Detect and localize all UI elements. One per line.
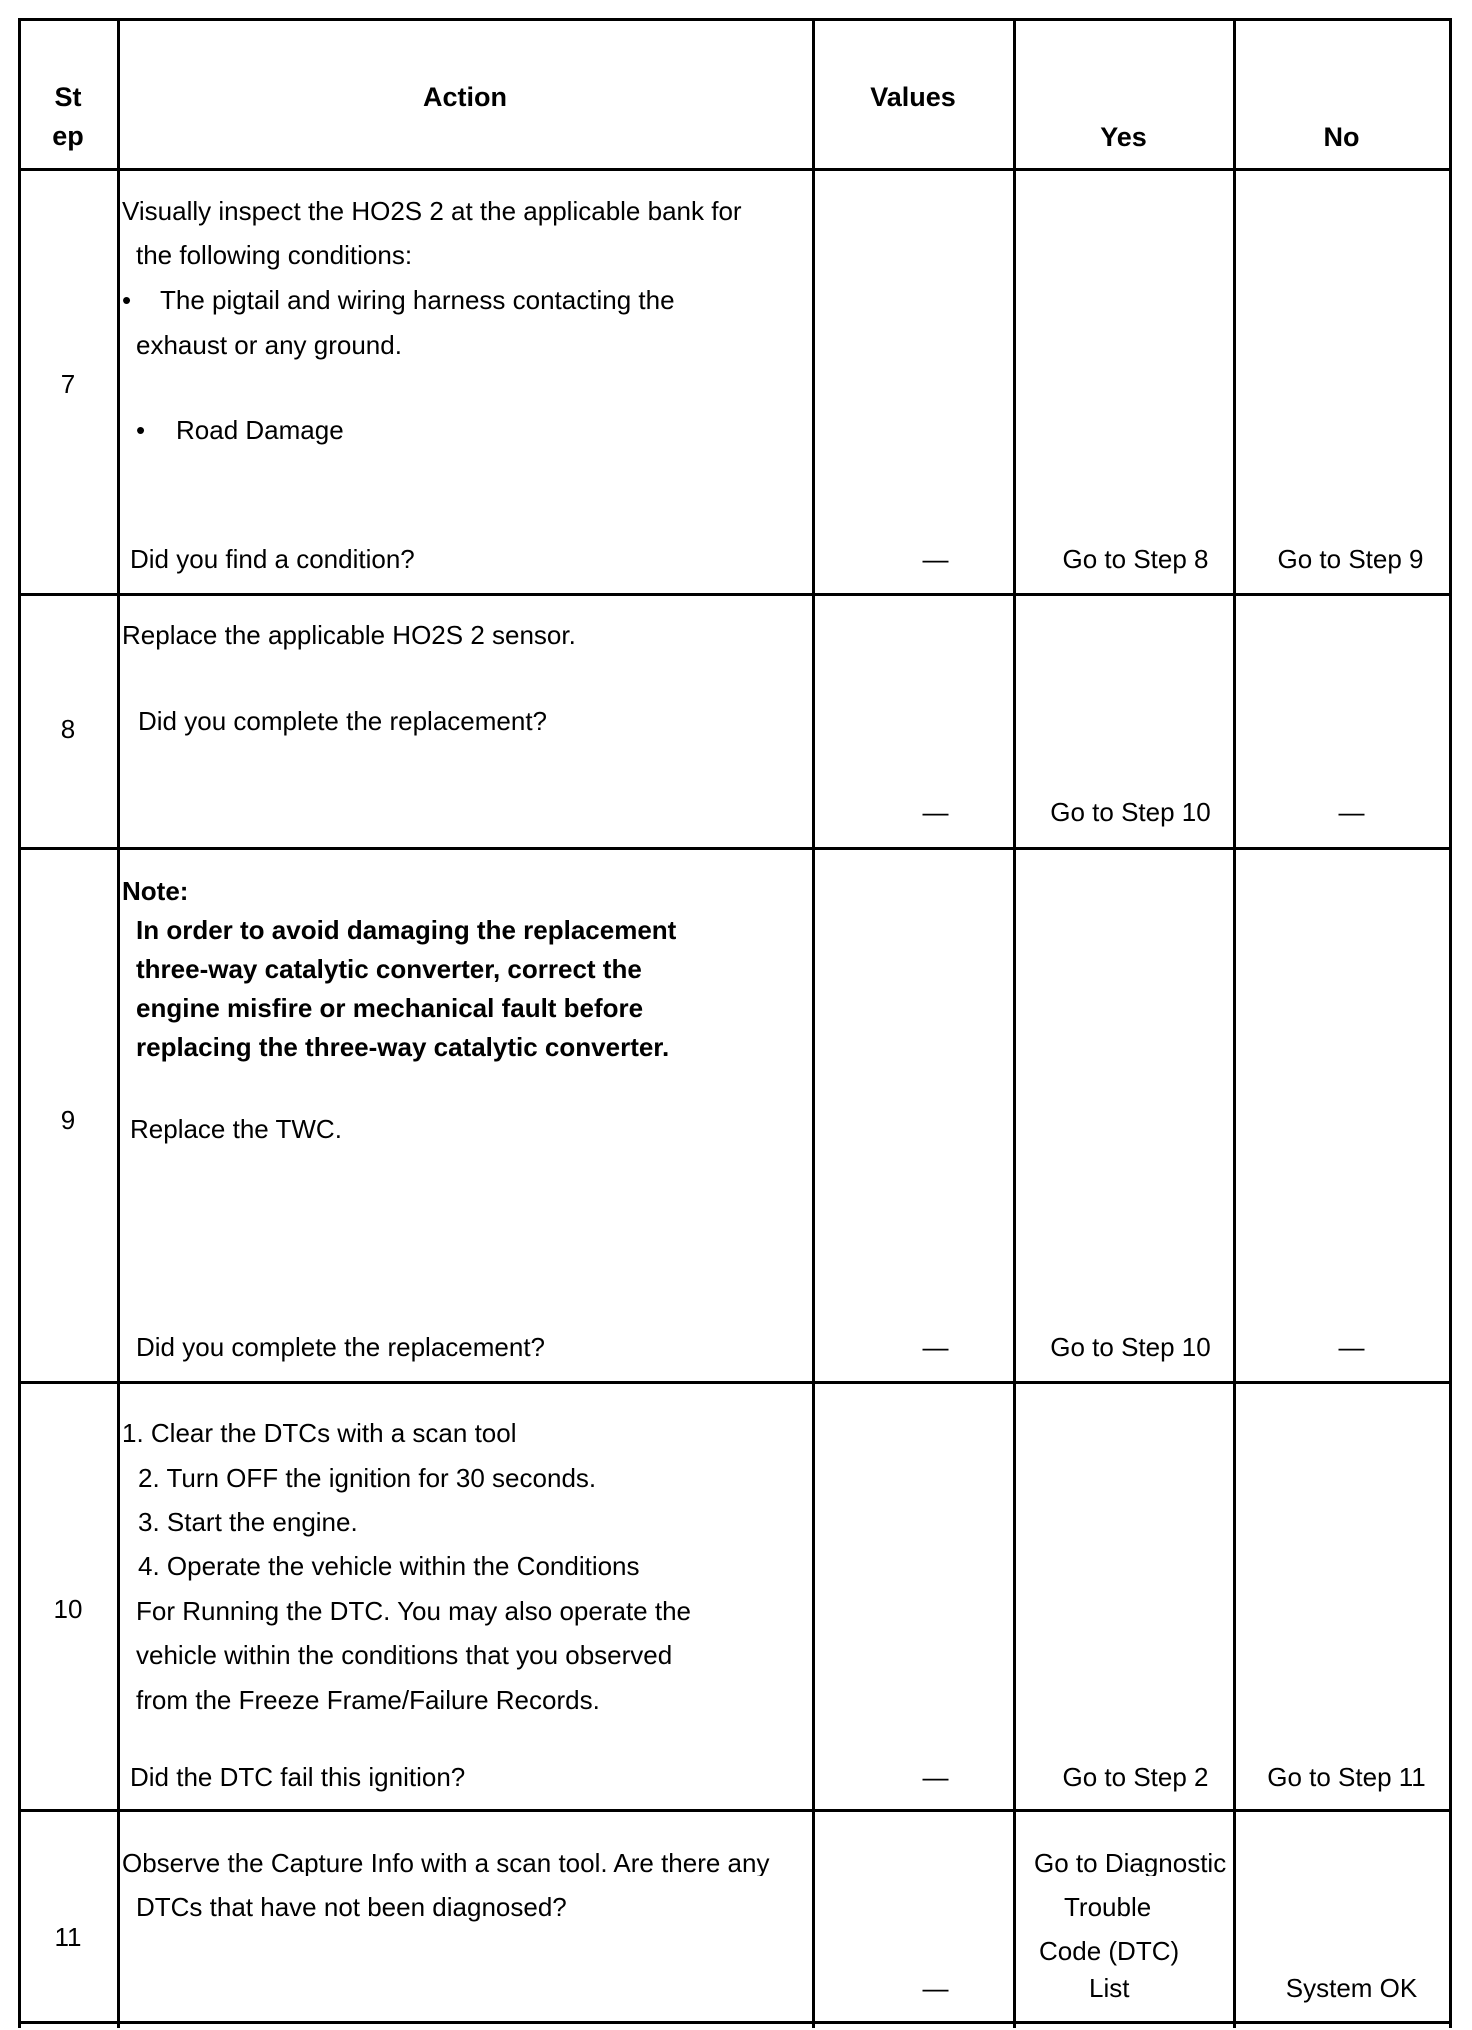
table-border-bottom [18,2021,1452,2024]
no-cell: System OK [1285,1973,1418,2003]
row-divider [18,593,1452,596]
action-line: vehicle within the conditions that you observed [136,1640,673,1670]
yes-cell: Go to Step 10 [1050,1332,1211,1362]
table-border-left [18,18,21,2028]
value-cell: — [922,544,949,574]
yes-cell-line: Trouble [1064,1892,1152,1922]
note-label: Note: [122,876,189,906]
action-line: from the Freeze Frame/Failure Records. [136,1685,600,1715]
note-text: engine misfire or mechanical fault before [136,993,644,1023]
action-line: Observe the Capture Info with a scan tool. Are there any [122,1850,770,1876]
action-line: For Running the DTC. You may also operate the [136,1596,691,1626]
step-number: 8 [60,714,76,744]
value-cell: — [922,1762,949,1792]
header-yes: Yes [1100,122,1147,152]
yes-cell: Go to Step 8 [1062,544,1209,574]
step-number: 10 [53,1594,83,1624]
action-question: Did you complete the replacement? [138,706,548,736]
column-divider [1013,18,1016,2028]
action-question: Did the DTC fail this ignition? [130,1762,466,1792]
header-no: No [1323,122,1360,152]
bullet: • [122,285,132,315]
value-cell: — [922,1973,949,2003]
action-question: Did you complete the replacement? [136,1332,546,1362]
action-line: 1. Clear the DTCs with a scan tool [122,1418,517,1448]
step-number: 11 [54,1922,82,1952]
no-cell: Go to Step 9 [1277,544,1424,574]
yes-cell: Go to Step 10 [1050,797,1211,827]
action-line: 3. Start the engine. [138,1507,358,1537]
note-text: In order to avoid damaging the replacement [136,915,677,945]
step-number: 7 [60,369,76,399]
action-line: exhaust or any ground. [136,330,402,360]
action-line: the following conditions: [136,240,413,270]
header-action: Action [423,82,507,112]
header-values: Values [870,82,956,112]
value-cell: — [922,1332,949,1362]
action-line: 4. Operate the vehicle within the Conditions [138,1551,640,1581]
yes-cell-line: Go to Diagnostic [1034,1850,1227,1876]
yes-cell-line: List [1089,1973,1130,2003]
action-line: Road Damage [176,415,344,445]
yes-cell-line: Code (DTC) [1039,1936,1180,1966]
header-step-line: St [54,82,82,112]
action-question: Did you find a condition? [130,544,415,574]
column-divider [812,18,815,2028]
note-text: replacing the three-way catalytic converter. [136,1032,670,1062]
no-cell: — [1338,1332,1365,1362]
table-border-right [1449,18,1452,2028]
row-divider [18,1381,1452,1384]
row-divider [18,847,1452,850]
action-line: Visually inspect the HO2S 2 at the applicable bank for [122,196,742,226]
column-divider [117,18,120,2028]
no-cell: — [1338,797,1365,827]
step-number: 9 [60,1105,76,1135]
header-divider [18,168,1452,171]
action-line: Replace the applicable HO2S 2 sensor. [122,620,576,650]
diagnostic-table [18,18,1452,2028]
value-cell: — [922,797,949,827]
action-line: 2. Turn OFF the ignition for 30 seconds. [138,1463,597,1493]
header-step [20,84,116,149]
yes-cell: Go to Step 2 [1062,1762,1209,1792]
action-question: DTCs that have not been diagnosed? [136,1892,567,1922]
action-line: The pigtail and wiring harness contacting the [160,285,675,315]
column-divider [1233,18,1236,2028]
note-text: three-way catalytic converter, correct the [136,954,642,984]
action-line: Replace the TWC. [130,1114,342,1144]
header-step-line: ep [52,121,84,151]
no-cell: Go to Step 11 [1267,1762,1426,1792]
bullet: • [136,415,146,445]
table-border-top [18,18,1452,21]
row-divider [18,1809,1452,1812]
